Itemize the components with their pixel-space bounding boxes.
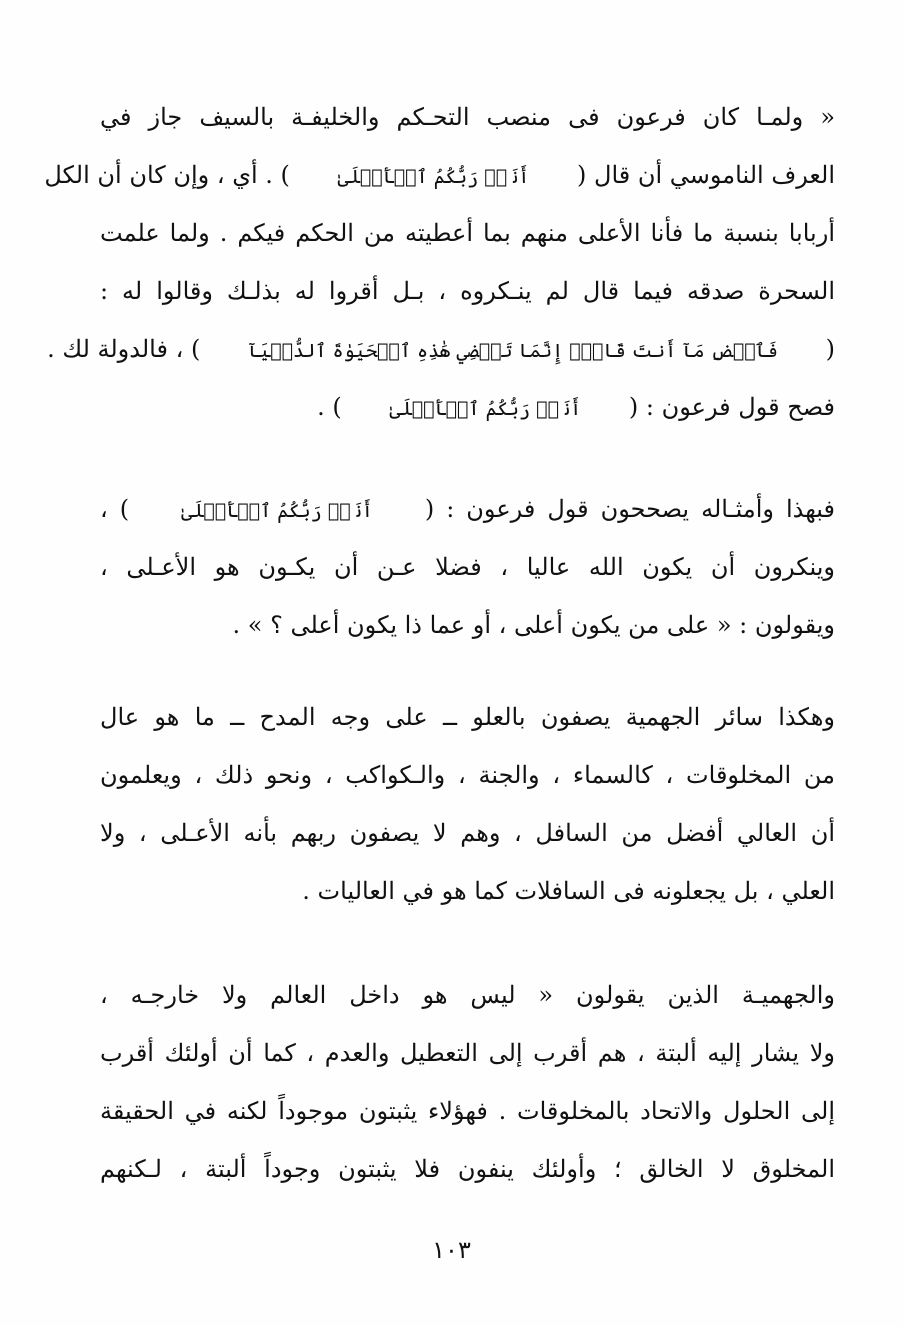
line-text: ) ، فالدولة لك . <box>47 335 201 363</box>
text-line <box>100 746 835 804</box>
line-text: السحرة صدقه فيما قال لم ينـكروه ، بـل أقروا له بذلـك وقالوا له : <box>100 277 835 305</box>
text-line <box>44 146 835 204</box>
line-text: أن العالي أفضل من السافل ، وهم لا يصفون ربهم بأنه الأعـلى ، ولا <box>100 819 836 847</box>
line-text: ولا يشار إليه ألبتة ، هم أقرب إلى التعطيل والعدم ، كما أن أولئك أقرب <box>100 1039 835 1067</box>
line-text: والجهميـة الذين يقولون « ليس هو داخل العالم ولا خارجـه ، <box>100 981 835 1009</box>
text-line <box>100 204 835 262</box>
text-line <box>100 538 835 596</box>
line-text: فصح قول فرعون : ( <box>628 393 835 421</box>
line-text: العرف الناموسي أن قال ( <box>577 161 835 189</box>
text-line <box>100 1082 835 1140</box>
line-text: ( <box>825 335 835 363</box>
line-text: من المخلوقات ، كالسماء ، والجنة ، والـكواكب ، ونحو ذلك ، ويعلمون <box>100 761 835 789</box>
line-text: وهكذا سائر الجهمية يصفون بالعلو ــ على وجه المدح ــ ما هو عال <box>100 703 835 731</box>
text-line <box>100 1024 835 1082</box>
line-text: ويقولون : « على من يكون أعلى ، أو عما ذا يكون أعلى ؟ » . <box>232 611 835 639</box>
line-text: وينكرون أن يكون الله عاليا ، فضلا عـن أن يكـون هو الأعـلى ، <box>100 553 835 581</box>
text-line <box>100 378 835 436</box>
paragraph-correcting-pharaoh <box>100 480 835 654</box>
quran-verse: أَنَا۠ رَبُّكُمُ ٱلۡأَعۡلَىٰ <box>389 398 582 420</box>
text-line <box>100 804 835 862</box>
paragraph-jahmiyya-negation <box>100 966 835 1198</box>
text-line <box>100 480 835 538</box>
text-line <box>100 262 835 320</box>
paragraph-jahmiyya-elevation <box>100 688 835 920</box>
line-text: ) . أي ، وإن كان أن الكل <box>44 161 290 189</box>
text-line <box>100 1140 835 1198</box>
text-line <box>100 88 835 146</box>
text-line <box>100 596 835 654</box>
text-line <box>100 966 835 1024</box>
line-text: أربابا بنسبة ما فأنا الأعلى منهم بما أعطيته من الحكم فيكم . ولما علمت <box>100 219 835 247</box>
text-line <box>47 320 835 378</box>
page-number: ١٠٣ <box>432 1236 471 1264</box>
line-text: إلى الحلول والاتحاد بالمخلوقات . فهؤلاء يثبتون موجوداً لكنه في الحقيقة <box>100 1097 835 1125</box>
line-text: المخلوق لا الخالق ؛ وأولئك ينفون فلا يثبتون وجوداً ألبتة ، لـكنهم <box>100 1155 835 1183</box>
quran-verse: فَٱقۡضِ مَآ أَنتَ قَاضٍۖ إِنَّمَا تَقۡضِي هَٰذِهِ ٱلۡحَيَوٰةَ ٱلدُّنۡيَآ <box>247 340 778 362</box>
line-text: فبهذا وأمثـاله يصححون قول فرعون : ( <box>424 495 835 523</box>
text-line <box>100 688 835 746</box>
text-line <box>100 862 835 920</box>
quran-verse: أَنَا۠ رَبُّكُمُ ٱلۡأَعۡلَىٰ <box>337 166 530 188</box>
line-text: ) ، <box>100 495 130 523</box>
line-text: العلي ، بل يجعلونه فى السافلات كما هو في العاليات . <box>302 877 835 905</box>
paragraph-pharaoh-claim <box>44 88 835 436</box>
quran-verse: أَنَا۠ رَبُّكُمُ ٱلۡأَعۡلَىٰ <box>181 500 373 522</box>
line-text: ) . <box>317 393 342 421</box>
line-text: « ولمـا كان فرعون فى منصب التحـكم والخليفـة بالسيف جاز في <box>100 103 835 131</box>
